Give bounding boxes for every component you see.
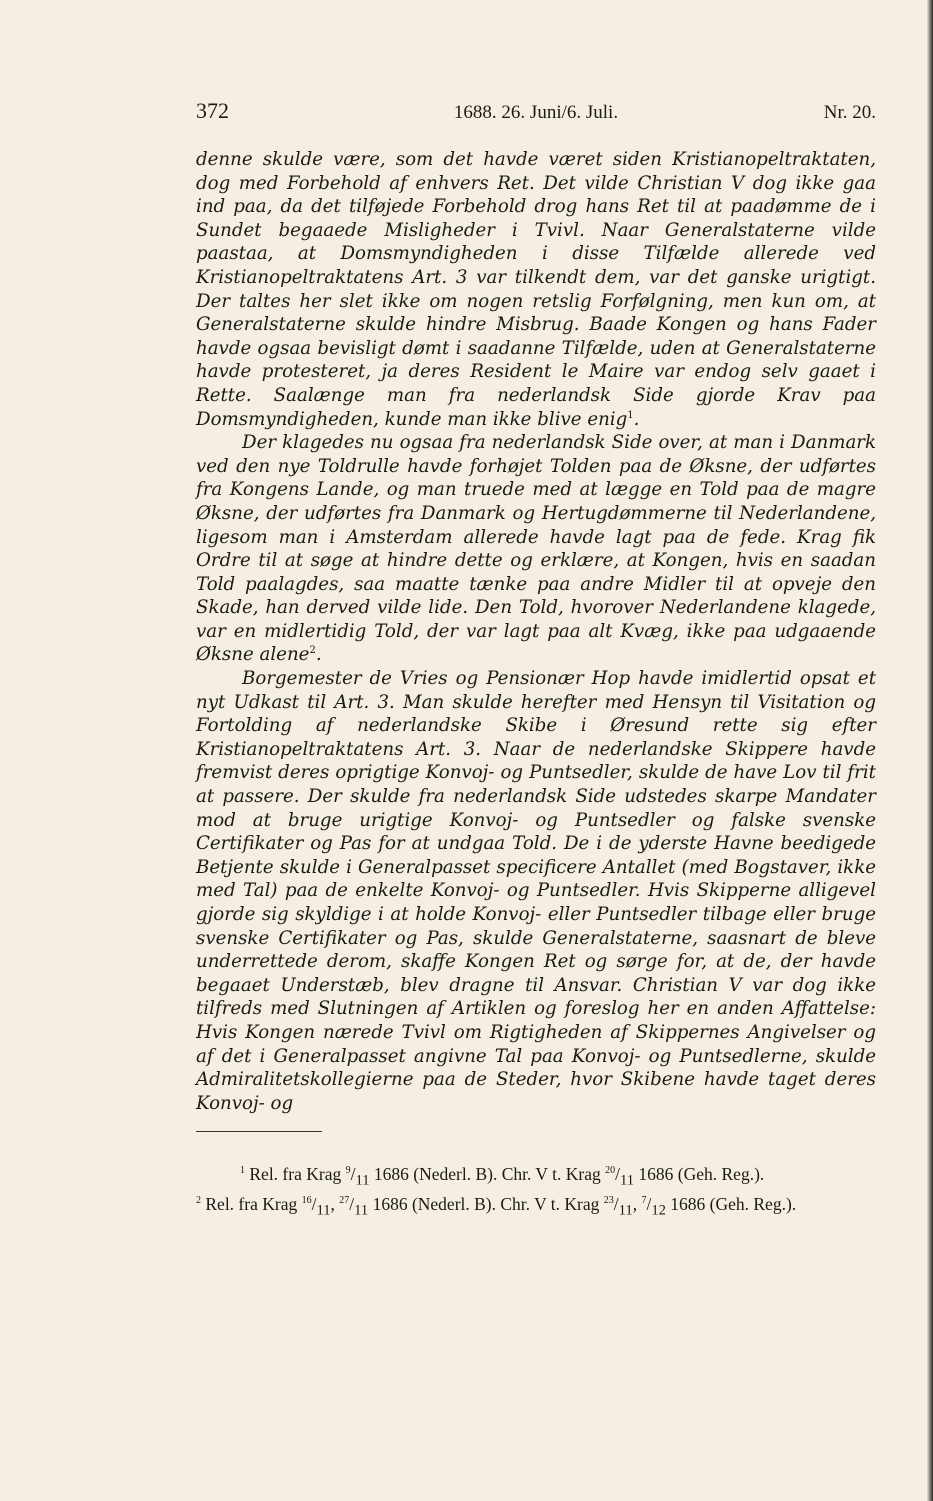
footnote-2-sep-2: ,	[632, 1193, 642, 1214]
footnote-2-date-2-num: 27	[339, 1194, 350, 1206]
paragraph-2	[196, 431, 876, 667]
footnote-2-text-b: 1686 (Nederl. B). Chr. V t. Krag	[368, 1193, 604, 1214]
main-text	[196, 148, 876, 1115]
footnote-1-text-c: 1686 (Geh. Reg.).	[634, 1164, 765, 1184]
footnote-1-date-2-den: 11	[619, 1172, 635, 1189]
footnote-2-text-c: 1686 (Geh. Reg.).	[665, 1193, 797, 1214]
footnotes	[196, 1163, 876, 1222]
page-edge-shadow	[927, 0, 933, 1501]
footnote-2-date-1-num: 16	[301, 1194, 312, 1206]
page-header	[196, 98, 876, 128]
footnote-2: $^2$ Rel. fra Krag $^{16}/_{11}$, $^{27}/_{11}$ 1686 (Nederl. B). Chr. V t. Krag $^{23}/_{11}$, $^7/_{12}$ 1686 (Geh. Reg.).	[196, 1193, 797, 1218]
footnote-ref-1[interactable]: 1	[627, 409, 634, 421]
paragraph-3	[196, 667, 876, 1115]
footnote-2-date-4-num: 7	[641, 1194, 647, 1206]
footnote-2-date-3-den: 11	[618, 1202, 633, 1218]
document-number: Nr. 20.	[823, 102, 876, 123]
paragraph-2-text: Der klagedes nu ogsaa fra nederlandsk Side over, at man i Danmark ved den nye Toldrulle havde forhøjet Tolden paa de Øksne, der udførtes fra Kongens Lande, og man truede med at lægge en Told paa de magre Øksne, der udførtes fra Danmark og Hertugdømmerne til Nederlandene, ligesom man i Amsterdam allerede havde lagt paa de fede. Krag fik Ordre til at søge at hindre dette og erklære, at Kongen, hvis en saadan Told paalagdes, saa maatte tænke paa andre Midler til at opveje den Skade, han derved vilde lide. Den Told, hvorover Nederlandene klagede, var en midlertidig Told, der var lagt paa alt Kvæg, ikke paa udgaaende Øksne alene	[196, 432, 876, 666]
footnote-1-mark: 1	[240, 1165, 245, 1177]
footnote-divider	[196, 1131, 322, 1132]
page-number: 372	[196, 98, 229, 123]
footnote-1-text-a: Rel. fra Krag	[249, 1164, 346, 1184]
paragraph-3-text: Borgemester de Vries og Pensionær Hop havde imidlertid opsat et nyt Udkast til Art. 3. Man skulde herefter med Hensyn til Visitation og Fortolding af nederlandske Skibe i Øresund rette sig efter Kristianopeltraktatens Art. 3. Naar de nederlandske Skippere havde fremvist deres oprigtige Konvoj- og Puntsedler, skulde de have Lov til frit at passere. Der skulde fra nederlandsk Side udstedes skarpe Mandater mod at bruge urigtige Konvoj- og Puntsedler og falske svenske Certifikater og Pas for at undgaa Told. De i de yderste Havne beedigede Betjente skulde i Generalpasset specificere Antallet (med Bogstaver, ikke med Tal) paa de enkelte Konvoj- og Puntsedler. Hvis Skipperne alligevel gjorde sig skyldige i at holde Konvoj- eller Puntsedler tilbage eller bruge svenske Certifikater og Pas, skulde Generalstaterne, saasnart de bleve underrettede derom, skaffe Kongen Ret og sørge for, at de, der havde begaaet Understæb, blev dragne til Ansvar. Christian V var dog ikke tilfreds med Slutningen af Artiklen og foreslog her en anden Affattelse: Hvis Kongen nærede Tvivl om Rigtigheden af Skippernes Angivelser og af det i Generalpasset angivne Tal paa Konvoj- og Puntsedlerne, skulde Admiralitetskollegierne paa de Steder, hvor Skibene havde taget deres Konvoj- og	[196, 668, 876, 1114]
footnote-2-date-3-num: 23	[603, 1194, 614, 1206]
footnote-1: $^1$ Rel. fra Krag $^9/_{11}$ 1686 (Nederl. B). Chr. V t. Krag $^{20}/_{11}$ 1686 (Geh. Reg.).	[240, 1164, 765, 1189]
paragraph-1-end: .	[633, 408, 640, 430]
footnote-2-mark: 2	[196, 1194, 201, 1206]
footnote-ref-2[interactable]: 2	[309, 645, 316, 657]
footnote-1-date-1-den: 11	[355, 1172, 370, 1189]
paragraph-1	[196, 148, 876, 431]
paragraph-1-text: denne skulde være, som det havde været siden Kristianopeltraktaten, dog med Forbehold af enhvers Ret. Det vilde Christian V dog ikke gaa ind paa, da det tilføjede Forbehold drog hans Ret til at paadømme de i Sundet begaaede Misligheder i Tvivl. Naar Generalstaterne vilde paastaa, at Domsmyndigheden i disse Tilfælde allerede ved Kristianopeltraktatens Art. 3 var tilkendt dem, var det ganske urigtigt. Der taltes her slet ikke om nogen retslig Forfølgning, men kun om, at Generalstaterne skulde hindre Misbrug. Baade Kongen og hans Fader havde ogsaa bevisligt dømt i saadanne Tilfælde, uden at Generalstaterne havde protesteret, ja deres Resident le Maire var endog selv gaaet i Rette. Saalænge man fra nederlandsk Side gjorde Krav paa Domsmyndigheden, kunde man ikke blive enig	[196, 149, 876, 430]
footnote-2-date-1-den: 11	[316, 1202, 331, 1218]
footnote-2-date-4-den: 12	[651, 1202, 666, 1218]
running-title-date: 1688. 26. Juni/6. Juli.	[453, 102, 619, 123]
footnote-2-date-2-den: 11	[354, 1202, 369, 1218]
footnote-1-date-1-num: 9	[345, 1165, 351, 1177]
footnote-1-text-b: 1686 (Nederl. B). Chr. V t. Krag	[369, 1164, 606, 1184]
footnote-2-text-a: Rel. fra Krag	[205, 1193, 302, 1214]
footnote-2-sep-1: ,	[330, 1193, 340, 1214]
footnote-1-date-2-num: 20	[605, 1165, 616, 1177]
paragraph-2-end: .	[315, 644, 322, 666]
